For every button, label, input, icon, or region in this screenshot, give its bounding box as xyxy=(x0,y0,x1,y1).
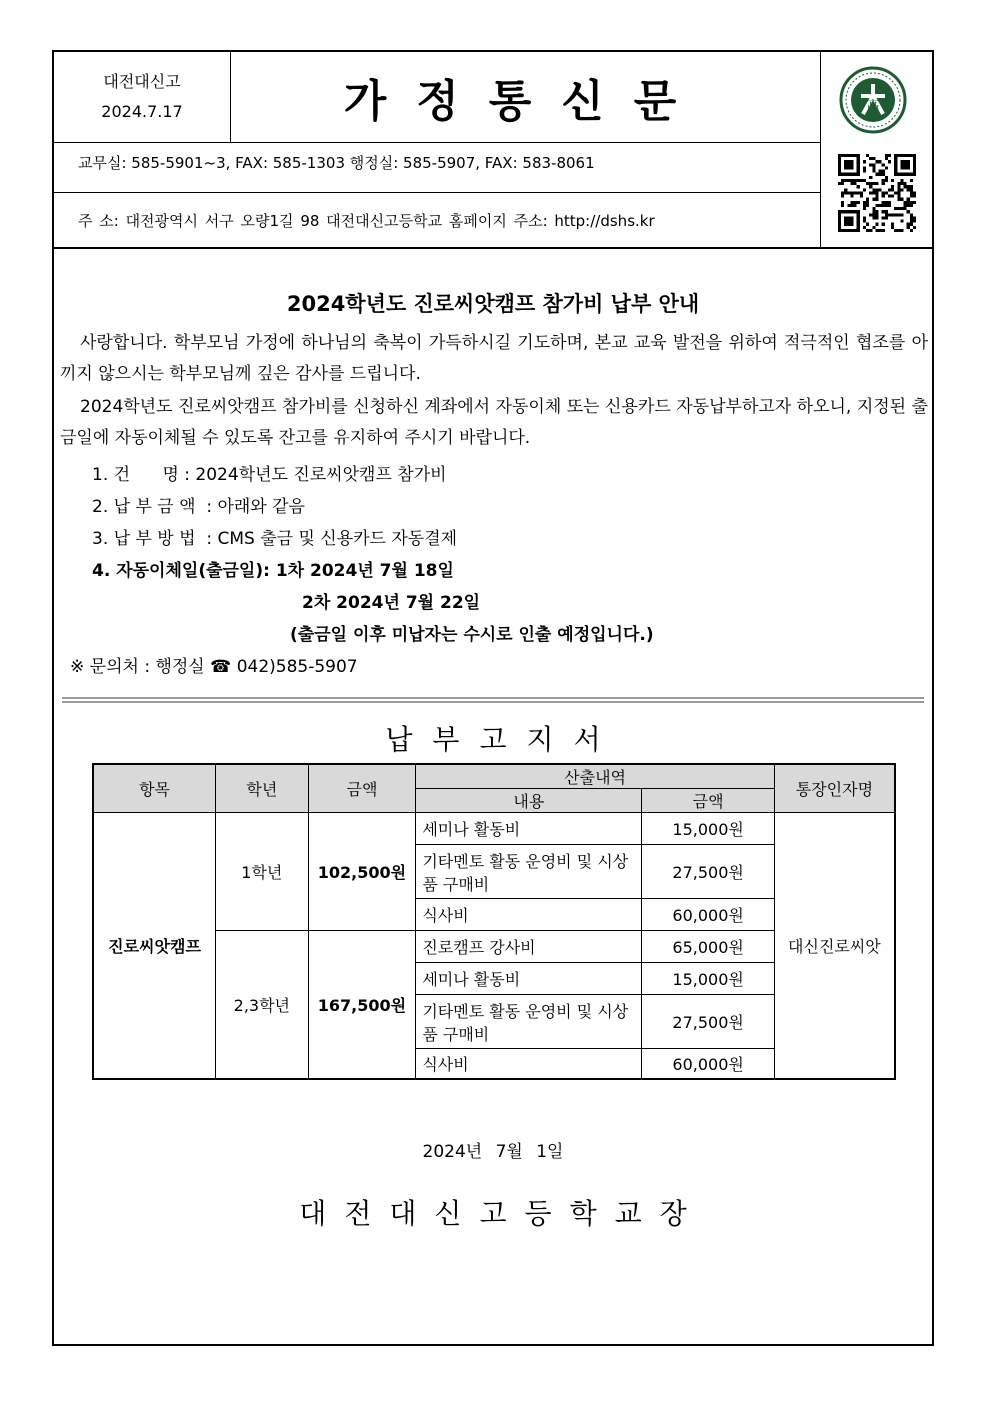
content-cell: 기타멘토 활동 운영비 및 시상품 구매비 xyxy=(416,845,642,899)
content-cell: 식사비 xyxy=(416,1049,642,1079)
list-item: 2. 납 부 금 액 : 아래와 같음 xyxy=(92,497,305,517)
list-item: 3. 납 부 방 법 : CMS 출금 및 신용카드 자동결제 xyxy=(92,529,458,549)
amount-cell: 15,000원 xyxy=(642,963,774,995)
issue-date: 2024.7.17 xyxy=(101,102,183,121)
divider xyxy=(820,52,821,248)
grade-cell: 2,3학년 xyxy=(216,931,308,1079)
amount-cell: 65,000원 xyxy=(642,931,774,963)
contact-line: 교무실: 585-5901~3, FAX: 585-1303 행정실: 585-5907, FAX: 583-8061 xyxy=(78,154,595,172)
divider xyxy=(54,247,932,249)
table-row xyxy=(93,813,895,845)
principal-signature: 대전대신고등학교장 xyxy=(299,1197,705,1230)
header-breakdown: 산출내역 xyxy=(416,764,774,789)
amount-cell: 15,000원 xyxy=(642,813,774,845)
header-account-name: 통장인자명 xyxy=(774,764,895,813)
list-item: 4. 자동이체일(출금일): 1차 2024년 7월 18일 xyxy=(92,561,454,581)
issue-date-footer: 2024년 7월 1일 xyxy=(422,1142,564,1162)
content-cell: 식사비 xyxy=(416,899,642,931)
list-item: 1. 건 명 : 2024학년도 진로씨앗캠프 참가비 xyxy=(92,465,447,485)
school-info xyxy=(54,52,230,142)
account-name-cell: 대신진로씨앗 xyxy=(774,813,895,1079)
document-frame xyxy=(52,50,934,1346)
header-amount: 금액 xyxy=(308,764,416,813)
content-cell: 세미나 활동비 xyxy=(416,813,642,845)
grade-cell: 1학년 xyxy=(216,813,308,931)
qr-code-icon[interactable] xyxy=(838,154,916,232)
emblem-text: 高 xyxy=(866,99,880,114)
content-cell: 기타멘토 활동 운영비 및 시상품 구매비 xyxy=(416,995,642,1049)
list-item: 2차 2024년 7월 22일 xyxy=(302,593,481,613)
total-cell: 102,500원 xyxy=(308,813,416,931)
list-item: (출금일 이후 미납자는 수시로 인출 예정입니다.) xyxy=(290,625,654,645)
amount-cell: 60,000원 xyxy=(642,899,774,931)
divider xyxy=(54,192,820,193)
content-cell: 세미나 활동비 xyxy=(416,963,642,995)
amount-cell: 60,000원 xyxy=(642,1049,774,1079)
address-line: 주 소: 대전광역시 서구 오량1길 98 대전대신고등학교 홈페이지 주소: http://dshs.kr xyxy=(78,212,655,230)
content-cell: 진로캠프 강사비 xyxy=(416,931,642,963)
paragraph-request: 2024학년도 진로씨앗캠프 참가비를 신청하신 계좌에서 자동이체 또는 신용카드 자동납부하고자 하오니, 지정된 출금일에 자동이체될 수 있도록 잔고를 유지하여 주시기 바랍니다. xyxy=(60,397,928,448)
letter-header xyxy=(54,52,932,248)
notice-title: 2024학년도 진로씨앗캠프 참가비 납부 안내 xyxy=(286,292,700,316)
divider xyxy=(54,142,820,143)
header-item: 항목 xyxy=(93,764,216,813)
payment-table xyxy=(92,763,896,1080)
amount-cell: 27,500원 xyxy=(642,845,774,899)
header-grade: 학년 xyxy=(216,764,308,813)
amount-cell: 27,500원 xyxy=(642,995,774,1049)
header-sub-amount: 금액 xyxy=(642,789,774,813)
divider xyxy=(62,697,924,699)
page-title: 가정통신문 xyxy=(343,76,707,127)
total-cell: 167,500원 xyxy=(308,931,416,1079)
inquiry-line: ※ 문의처 : 행정실 ☎ 042)585-5907 xyxy=(70,657,358,677)
divider xyxy=(62,701,924,703)
payment-notice-title: 납부고지서 xyxy=(385,723,621,756)
item-name: 진로씨앗캠프 xyxy=(93,813,216,1079)
header-content: 내용 xyxy=(416,789,642,813)
paragraph-greeting: 사랑합니다. 학부모님 가정에 하나님의 축복이 가득하시길 기도하며, 본교 교육 발전을 위하여 적극적인 협조를 아끼지 않으시는 학부모님께 깊은 감사를 드립니다. xyxy=(60,333,928,384)
school-name: 대전대신고 xyxy=(103,72,181,91)
school-emblem-icon xyxy=(839,66,907,134)
